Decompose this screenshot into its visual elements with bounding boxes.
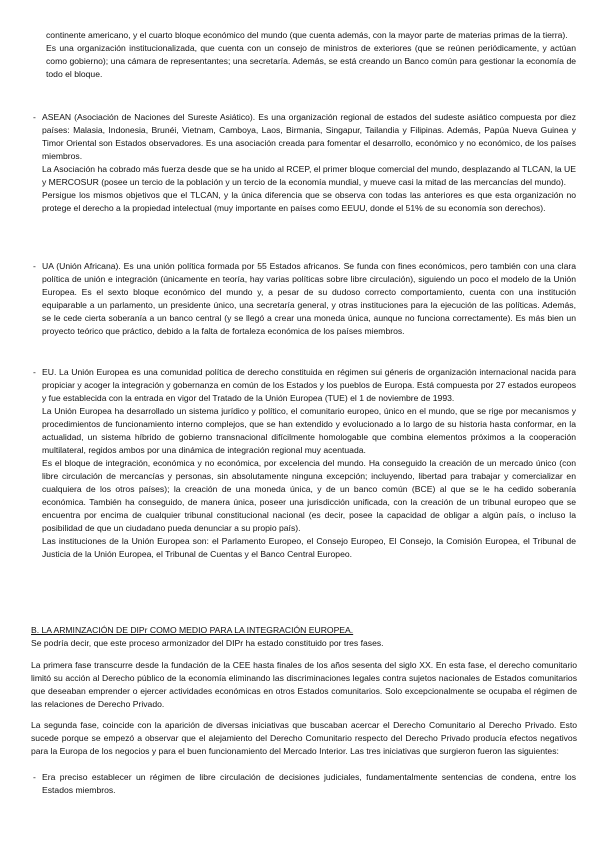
asean-bullet: - xyxy=(33,112,36,122)
section-b-heading-block xyxy=(31,624,577,650)
asean-paragraph-1: ASEAN (Asociación de Naciones del Sureste Asiático). Es una organización regional de estados del sudeste asiático compuesta por diez países: Malasia, Indonesia, Brunéi, Vietnam, Camboya, Laos, Birmania, Singapur, Tailandia y Filipinas. Además, Papúa Nueva Guinea y Timor Oriental son Estados observadores. Es una asociación creada para fomentar el desarrollo, económico y no económico, de los países miembros. xyxy=(42,112,576,161)
intro-paragraph-1: continente americano, y el cuarto bloque económico del mundo (que cuenta además, con la mayor parte de materias primas de la tierra). xyxy=(46,30,568,40)
ua-paragraph-1: UA (Unión Africana). Es una unión política formada por 55 Estados africanos. Se funda con fines económicos, pero también con una clara política de unión e integración (únicamente en teoría, hay varias políticas sobre libre circulación), siguiendo un poco el modelo de la Unión Europea. Es el sexto bloque económico del mundo y, a pesar de su dudoso correcto comportamiento, cuenta con una institución equiparable a un parlamento, un presidente único, una secretaría general, y otras instituciones para la ejecución de las políticas. Además, se le cede cierta soberanía a un banco central (y se llegó a crear una moneda única, aunque no funciona correctamente). Es más bien un proyecto teórico que práctico, debido a la falta de fortaleza económica de los países miembros. xyxy=(42,261,576,336)
intro-block xyxy=(46,29,576,81)
section-b-heading: B. LA ARMINZACIÓN DE DIPr COMO MEDIO PARA LA INTEGRACIÓN EUROPEA. xyxy=(31,625,354,635)
section-b-paragraph-1: Se podría decir, que este proceso armonizador del DIPr ha estado constituido por tres fases. xyxy=(31,638,384,648)
section-b-item-1: Era preciso establecer un régimen de libre circulación de decisiones judiciales, fundamentalmente sentencias de condena, entre los Estados miembros. xyxy=(42,772,576,795)
eu-paragraph-1: EU. La Unión Europea es una comunidad política de derecho constituida en régimen sui géneris de organización internacional nacida para propiciar y acoger la integración y gobernanza en común de los Estados y los pueblos de Europa. Está compuesta por 27 estados europeos y fue establecida con la entrada en vigor del Tratado de la Unión Europea (TUE) el 1 de noviembre de 1993. xyxy=(42,367,576,403)
asean-paragraph-2: La Asociación ha cobrado más fuerza desde que se ha unido al RCEP, el primer bloque comercial del mundo, desplazando al TLCAN, la UE y MERCOSUR (posee un tercio de la población y un tercio de la economía mundial, y mueve casi la mitad de las mercancías del mundo). xyxy=(42,164,576,187)
eu-bullet: - xyxy=(33,367,36,377)
section-b-paragraph-3: La segunda fase, coincide con la aparición de diversas iniciativas que buscaban acercar el Derecho Comunitario al Derecho Privado. Esto sucede porque se empezó a observar que el alejamiento del Derecho Comunitario respecto del Derecho Privado producía efectos negativos para la Europa de los negocios y para el buen funcionamiento del Mercado Interior. Las tres iniciativas que surgieron fueron las siguientes: xyxy=(31,720,577,756)
eu-block xyxy=(42,366,576,561)
intro-paragraph-2: Es una organización institucionalizada, que cuenta con un consejo de ministros de exteriores (que se reúnen periódicamente, y actúan como gobierno); una cámara de representantes; una secretaría. Además, se está creando un Banco común para gestionar la economía de todo el bloque. xyxy=(46,43,576,79)
section-b-item-bullet: - xyxy=(33,772,36,782)
section-b-paragraph-2-block xyxy=(31,659,577,711)
section-b-paragraph-2: La primera fase transcurre desde la fundación de la CEE hasta finales de los años sesenta del siglo XX. En esta fase, el derecho comunitario limitó su acción al Derecho público de la economía eliminando las discriminaciones legales contra sujetos nacionales de Estados comunitarios que deseaban emprender o ejercer actividades económicas en otros Estados comunitarios. Solo excepcionalmente se ocupaba el régimen de las relaciones de Derecho Privado. xyxy=(31,660,577,709)
eu-paragraph-3: Es el bloque de integración, económica y no económica, por excelencia del mundo. Ha conseguido la creación de un mercado único (con libre circulación de mercancías y personas, sin absolutamente ninguna excepción; incluyendo, libertad para trabajar y comercializar en cualquiera de los otros países); la creación de una moneda única, y de un banco común (BCE) al que se le ha cedido soberanía económica. También ha conseguido, de manera única, poseer una jurisdicción unificada, con la creación de un tribunal europeo que se encuentra por encima de cualquier tribunal constitucional nacional (es decir, posee la capacidad de obligar a algún país, o incluso la posibilidad de que un ciudadano pueda denunciar a su propio país). xyxy=(42,458,576,533)
section-b-paragraph-3-block xyxy=(31,719,577,758)
section-b-item-block xyxy=(42,771,576,797)
ua-bullet: - xyxy=(33,261,36,271)
eu-paragraph-2: La Unión Europea ha desarrollado un sistema jurídico y político, el comunitario europeo, único en el mundo, que se rige por mecanismos y procedimientos de funcionamiento interno complejos, que se han extendido y evolucionado a lo largo de su historia hasta conformar, en la actualidad, un sistema híbrido de gobierno transnacional difícilmente homologable que combina elementos próximos a la cooperación multilateral, regidos ambos por una dinámica de integración regional muy acentuada. xyxy=(42,406,576,455)
ua-block xyxy=(42,260,576,338)
asean-block xyxy=(42,111,576,215)
eu-paragraph-4: Las instituciones de la Unión Europea son: el Parlamento Europeo, el Consejo Europeo, El Consejo, la Comisión Europea, el Tribunal de Justicia de la Unión Europea, el Tribunal de Cuentas y el Banco Central Europeo. xyxy=(42,536,576,559)
asean-paragraph-3: Persigue los mismos objetivos que el TLCAN, y la única diferencia que se observa con todas las anteriores es que esta organización no protege el derecho a la propiedad intelectual (muy importante en países como EEUU, donde el 51% de su economía son derechos). xyxy=(42,190,576,213)
